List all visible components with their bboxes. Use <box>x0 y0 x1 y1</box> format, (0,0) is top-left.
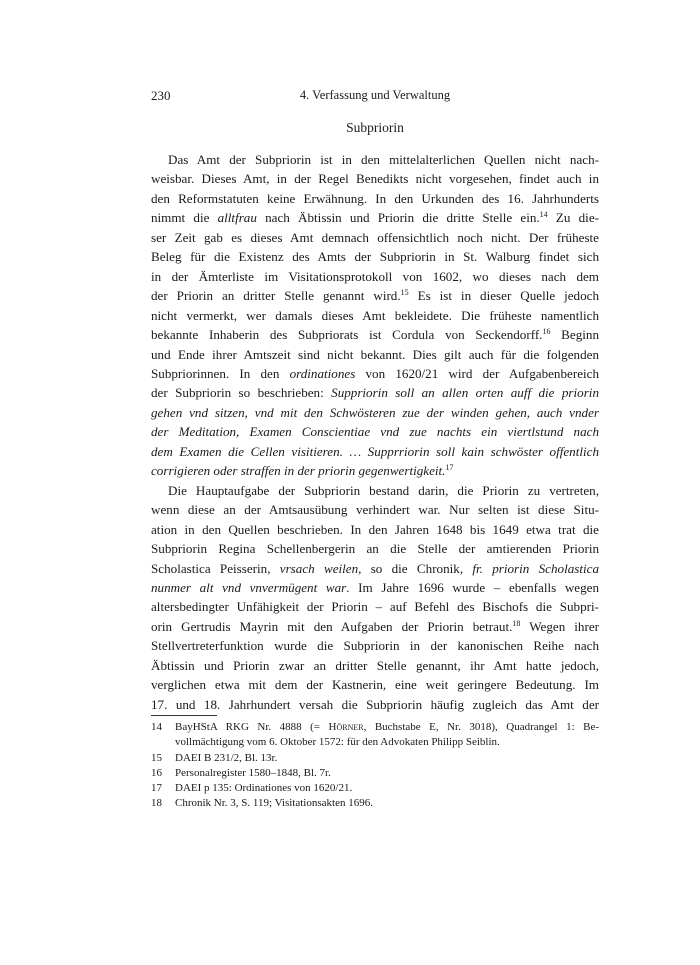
text-line: nunmer alt vnd vnvermügent war. Im Jahre 1696 wurde – ebenfalls wegen <box>151 579 600 595</box>
text-line: Scholastica Peisserin, vrsach weilen, so die Chronik, fr. priorin Scholastica <box>151 560 599 576</box>
italic-quote: corrigieren oder straffen in der priorin gegenwertigkeit. <box>151 463 446 479</box>
footnote-16 <box>151 766 599 781</box>
text-line: und Ende ihrer Amtszeit sind nicht bekannt. Dies gilt auch für die folgenden <box>151 346 599 362</box>
text-line: weisbar. Dieses Amt, in der Regel Benedikts nicht vorgesehen, findet auch in <box>151 171 599 187</box>
text-line: Stellvertreterfunktion wurde die Subpriorin in der kanonischen Reihe nach <box>151 638 599 654</box>
paragraph-1 <box>151 150 599 481</box>
italic-quote: fr. priorin Scholastica <box>472 560 599 576</box>
text-line: Subpriorinnen. In den ordinationes von 1620/21 wird der Aufgabenbereich <box>151 365 599 381</box>
text-line: altersbedingter Unfähigkeit der Priorin – auf Befehl des Bischofs die Subpri- <box>151 599 599 615</box>
footnote-number: 18 <box>151 797 162 810</box>
italic-quote: gehen vnd sitzen, vnd mit den Schwösteren zue der winden gehen, auch vnder <box>151 404 599 420</box>
text-line: ation in den Quellen beschrieben. In den Jahren 1648 bis 1649 etwa trat die <box>151 521 599 537</box>
text-line: in der Ämterliste im Visitationsprotokoll von 1602, wo dieses nach dem <box>151 268 599 284</box>
body-text <box>151 150 599 714</box>
footnote-text: Chronik Nr. 3, S. 119; Visitationsakten 1696. <box>175 797 373 810</box>
footnote-18 <box>151 796 599 811</box>
text-line: ser Zeit gab es dieses Amt demnach offensichtlich noch nicht. Der früheste <box>151 229 599 245</box>
footnote-ref: 16 <box>542 327 551 337</box>
text-line: nimmt die alltfrau nach Äbtissin und Priorin die dritte Stelle ein.$^{14}$ Zu die- <box>151 210 599 226</box>
text-line: Die Hauptaufgabe der Subpriorin bestand darin, die Priorin zu vertreten, <box>168 482 599 498</box>
italic-quote: Suppriorin soll an allen orten auff die priorin <box>331 385 599 401</box>
footnote-text: DAEI p 135: Ordinationes von 1620/21. <box>175 782 353 795</box>
footnote-text: vollmächtigung vom 6. Oktober 1572: für den Advokaten Philipp Seiblin. <box>175 736 500 749</box>
footnote-14 <box>151 720 599 751</box>
author-name: Hörner <box>328 721 364 733</box>
footnote-divider <box>151 715 217 716</box>
text-line: Äbtissin und Priorin zwar an dritter Stelle genannt, ihr Amt hatte jedoch, <box>151 657 599 673</box>
page-number: 230 <box>151 88 171 103</box>
text-line: verglichen etwa mit dem der Kastnerin, eine weit geringere Bedeutung. Im <box>151 677 599 693</box>
footnote-ref: 18 <box>512 618 521 628</box>
text-line: Beleg für die Existenz des Amts der Subpriorin in St. Walburg findet sich <box>151 249 599 265</box>
text-line: wenn diese an der Amtsausübung verhindert war. Nur selten ist diese Situ- <box>151 502 599 518</box>
chapter-title: 4. Verfassung und Verwaltung <box>299 88 451 102</box>
paragraph-2 <box>151 481 599 714</box>
footnote-number: 17 <box>151 782 162 795</box>
text-line: der Subpriorin so beschrieben: Suppriorin soll an allen orten auff die priorin <box>151 385 599 401</box>
footnotes <box>151 720 599 812</box>
section-heading: Subpriorin <box>346 120 404 135</box>
footnote-17 <box>151 781 599 796</box>
footnote-ref: 17 <box>445 463 454 473</box>
italic-quote: dem Examen die Cellen visitieren. … Supprriorin soll kain schwöster offentlich <box>151 443 599 459</box>
footnote-text: DAEI B 231/2, Bl. 13r. <box>175 751 278 764</box>
text-line: Das Amt der Subpriorin ist in den mittelalterlichen Quellen nicht nach- <box>168 152 599 167</box>
italic-term: ordinationes <box>289 365 356 381</box>
footnote-number: 14 <box>151 721 162 733</box>
italic-quote: vrsach weilen <box>279 560 359 576</box>
italic-quote: nunmer alt vnd vnvermügent war <box>151 579 347 595</box>
footnote-15 <box>151 751 599 766</box>
text-line: Subpriorin Regina Schellenbergerin an die Stelle der amtierenden Priorin <box>151 541 599 557</box>
text-line: orin Gertrudis Mayrin mit den Aufgaben der Priorin betraut.$^{18}$ Wegen ihrer <box>151 618 599 634</box>
text-line <box>151 461 599 480</box>
text-line: 17. und 18. Jahrhundert versah die Subpriorin häufig zugleich das Amt der <box>151 696 599 712</box>
footnote-number: 15 <box>151 751 162 764</box>
text-line: der Priorin an dritter Stelle genannt wird.$^{15}$ Es ist in dieser Quelle jedoch <box>151 288 600 304</box>
running-head <box>151 88 599 106</box>
footnote-number: 16 <box>151 766 162 779</box>
italic-quote: der Meditation, Examen Conscientiae vnd zue nachts ein viertlstund nach <box>151 424 599 440</box>
text-line: den Reformstatuten keine Erwähnung. In den Urkunden des 16. Jahrhunderts <box>151 190 599 206</box>
footnote-ref: 14 <box>539 210 548 220</box>
text-line <box>151 403 599 422</box>
text-line <box>151 422 599 441</box>
footnote-ref: 15 <box>400 288 409 298</box>
text-line <box>151 442 599 461</box>
footnote-text: BayHStA RKG Nr. 4888 (= Hörner, Buchstabe E, Nr. 3018), Quadrangel 1: Be- <box>175 721 600 733</box>
text-line: nicht vermerkt, wer damals dieses Amt bekleidete. Die früheste namentlich <box>151 307 599 323</box>
text-line: bekannte Inhaberin des Subpriorats ist Cordula von Seckendorff.$^{16}$ Beginn <box>151 327 599 343</box>
italic-term: alltfrau <box>217 210 257 226</box>
footnote-text: Personalregister 1580–1848, Bl. 7r. <box>175 766 331 779</box>
